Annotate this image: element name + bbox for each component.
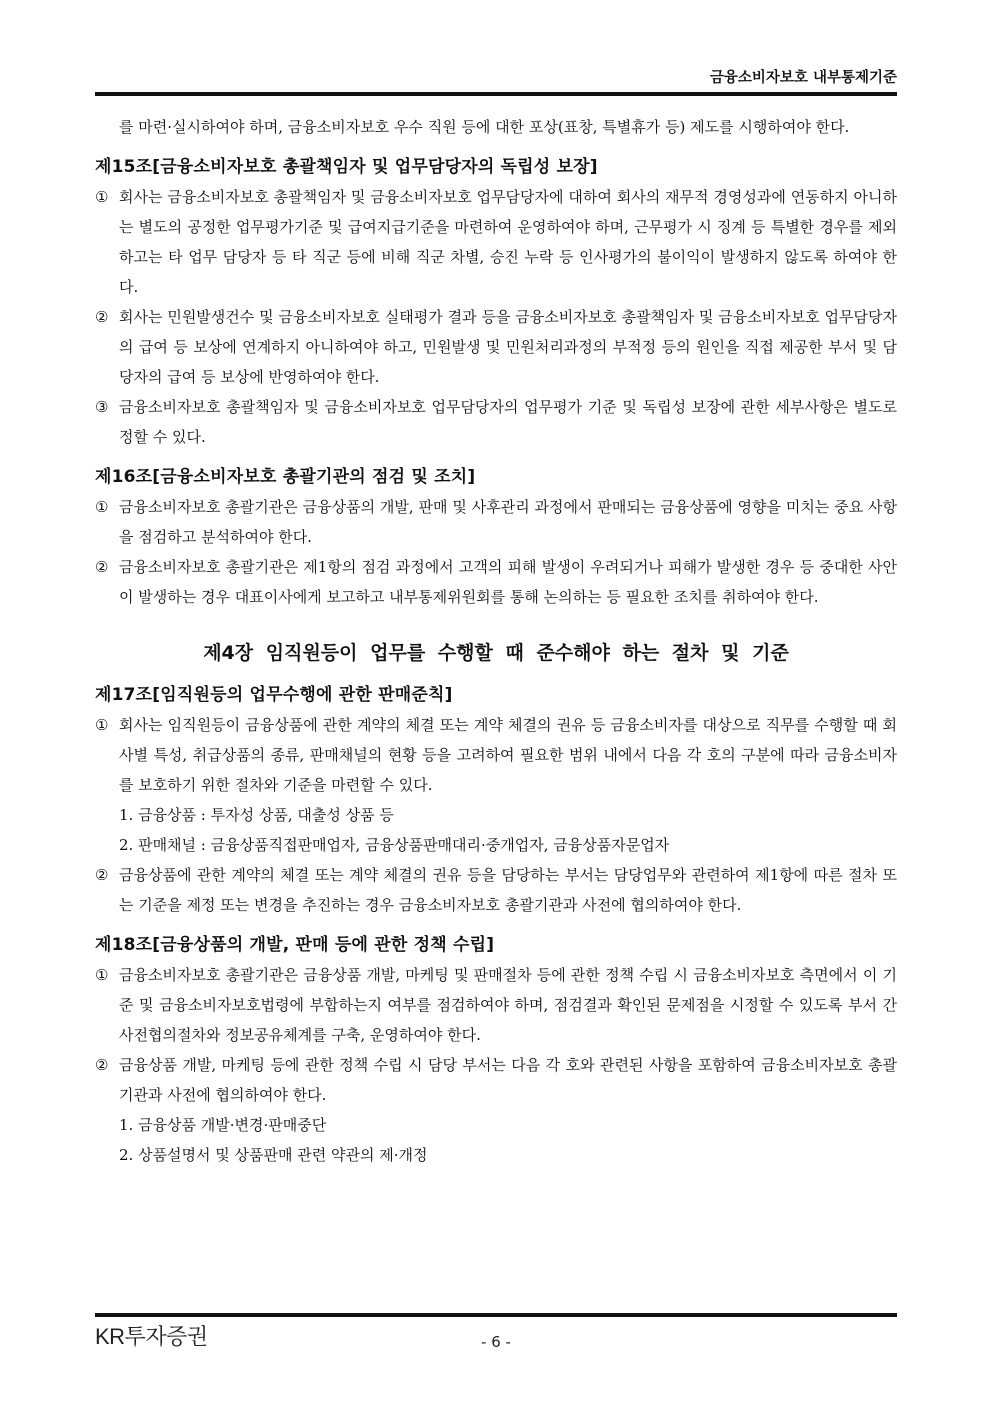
article-18-item-2 bbox=[95, 1050, 897, 1110]
item-mark: ① bbox=[95, 716, 109, 734]
item-text: 금융소비자보호 총괄책임자 및 금융소비자보호 업무담당자의 업무평가 기준 및 독립성 보장에 관한 세부사항은 별도로 정할 수 있다. bbox=[119, 398, 897, 446]
item-text: 금융상품 개발, 마케팅 등에 관한 정책 수립 시 담당 부서는 다음 각 호와 관련된 사항을 포함하여 금융소비자보호 총괄기관과 사전에 협의하여야 한다. bbox=[119, 1056, 897, 1104]
article-17-subitem-1: 1. 금융상품 : 투자성 상품, 대출성 상품 등 bbox=[119, 806, 394, 824]
company-logo: KR투자증권 bbox=[95, 1324, 208, 1349]
item-text: 금융소비자보호 총괄기관은 금융상품 개발, 마케팅 및 판매절차 등에 관한 정책 수립 시 금융소비자보호 측면에서 이 기준 및 금융소비자보호법령에 부합하는지 여부를 점검하여야 하며, 점검결과 확인된 문제점을 시정할 수 있도록 부서 간 사전협의절차와 정보공유체계를 구축, 운영하여야 한다. bbox=[119, 966, 897, 1044]
footer-rule bbox=[95, 1313, 897, 1317]
article-17-heading: 제17조[임직원등의 업무수행에 관한 판매준칙] bbox=[95, 685, 453, 705]
item-text: 회사는 임직원등이 금융상품에 관한 계약의 체결 또는 계약 체결의 권유 등 금융소비자를 대상으로 직무를 수행할 때 회사별 특성, 취급상품의 종류, 판매채널의 현황 등을 고려하여 필요한 범위 내에서 다음 각 호의 구분에 따라 금융소비자를 보호하기 위한 절차와 기준을 마련할 수 있다. bbox=[119, 716, 897, 794]
document-body bbox=[95, 112, 897, 1170]
article-16-item-2 bbox=[95, 552, 897, 612]
article-16-heading: 제16조[금융소비자보호 총괄기관의 점검 및 조치] bbox=[95, 467, 476, 487]
article-15-item-2 bbox=[95, 302, 897, 392]
header-title: 금융소비자보호 내부통제기준 bbox=[709, 70, 897, 86]
article-18-heading: 제18조[금융상품의 개발, 판매 등에 관한 정책 수립] bbox=[95, 935, 495, 955]
article-15-heading: 제15조[금융소비자보호 총괄책임자 및 업무담당자의 독립성 보장] bbox=[95, 157, 598, 177]
item-text: 회사는 민원발생건수 및 금융소비자보호 실태평가 결과 등을 금융소비자보호 총괄책임자 및 금융소비자보호 업무담당자의 급여 등 보상에 연계하지 아니하여야 하고, 민원발생 및 민원처리과정의 부적정 등의 원인을 직접 제공한 부서 및 담당자의 급여 등 보상에 반영하여야 한다. bbox=[119, 308, 897, 386]
item-text: 금융소비자보호 총괄기관은 금융상품의 개발, 판매 및 사후관리 과정에서 판매되는 금융상품에 영향을 미치는 중요 사항을 점검하고 분석하여야 한다. bbox=[119, 498, 897, 546]
article-18-subitem-2: 2. 상품설명서 및 상품판매 관련 약관의 제·개정 bbox=[119, 1146, 428, 1164]
item-text: 회사는 금융소비자보호 총괄책임자 및 금융소비자보호 업무담당자에 대하여 회사의 재무적 경영성과에 연동하지 아니하는 별도의 공정한 업무평가기준 및 급여지급기준을 마련하여 운영하여야 하며, 근무평가 시 징계 등 특별한 경우를 제외하고는 타 업무 담당자 등 타 직군 등에 비해 직군 차별, 승진 누락 등 인사평가의 불이익이 발생하지 않도록 하여야 한다. bbox=[119, 188, 897, 296]
header-rule bbox=[95, 92, 897, 96]
article-17-item-2 bbox=[95, 860, 897, 920]
item-text: 금융상품에 관한 계약의 체결 또는 계약 체결의 권유 등을 담당하는 부서는 담당업무와 관련하여 제1항에 따른 절차 또는 기준을 제정 또는 변경을 추진하는 경우 금융소비자보호 총괄기관과 사전에 협의하여야 한다. bbox=[119, 866, 897, 914]
article-15-item-3 bbox=[95, 392, 897, 452]
intro-continuation: 를 마련·실시하여야 하며, 금융소비자보호 우수 직원 등에 대한 포상(표창, 특별휴가 등) 제도를 시행하여야 한다. bbox=[119, 118, 850, 136]
item-text: 금융소비자보호 총괄기관은 제1항의 점검 과정에서 고객의 피해 발생이 우려되거나 피해가 발생한 경우 등 중대한 사안이 발생하는 경우 대표이사에게 보고하고 내부통제위원회를 통해 논의하는 등 필요한 조치를 취하여야 한다. bbox=[119, 558, 897, 606]
article-15-item-1 bbox=[95, 182, 897, 302]
item-mark: ③ bbox=[95, 398, 109, 416]
article-16-item-1 bbox=[95, 492, 897, 552]
item-mark: ② bbox=[95, 866, 109, 884]
article-18-subitem-1: 1. 금융상품 개발·변경·판매중단 bbox=[119, 1116, 327, 1134]
item-mark: ② bbox=[95, 308, 109, 326]
item-mark: ① bbox=[95, 188, 109, 206]
article-18-item-1 bbox=[95, 960, 897, 1050]
item-mark: ② bbox=[95, 558, 109, 576]
item-mark: ② bbox=[95, 1056, 109, 1074]
item-mark: ① bbox=[95, 966, 109, 984]
article-17-item-1 bbox=[95, 710, 897, 800]
item-mark: ① bbox=[95, 498, 109, 516]
article-17-subitem-2: 2. 판매채널 : 금융상품직접판매업자, 금융상품판매대리·중개업자, 금융상품자문업자 bbox=[119, 836, 670, 854]
chapter-4-title: 제4장 임직원등이 업무를 수행할 때 준수해야 하는 절차 및 기준 bbox=[203, 642, 789, 664]
page-number: - 6 - bbox=[481, 1333, 511, 1351]
